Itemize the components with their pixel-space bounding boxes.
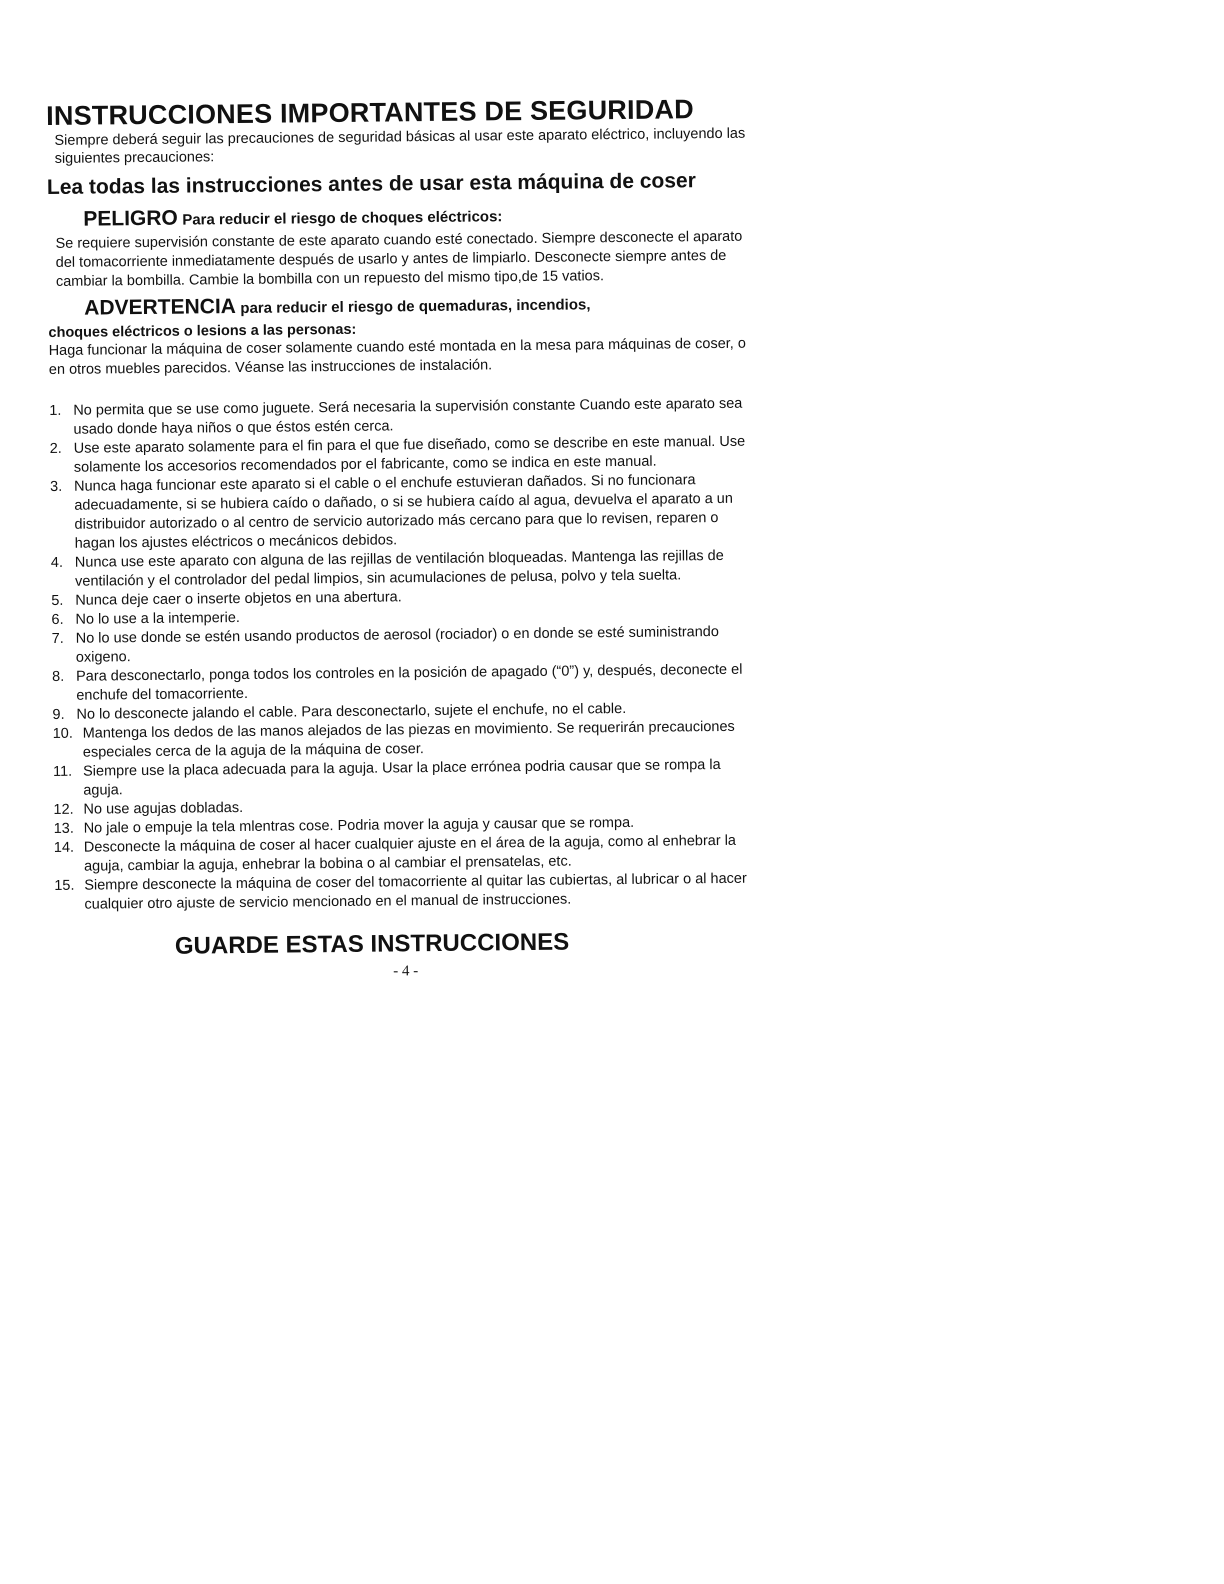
- danger-label: PELIGRO: [83, 206, 178, 231]
- list-item-number: 1.: [49, 402, 62, 419]
- list-item-text: Desconecte la máquina de coser al hacer cualquier ajuste en el área de la aguja, como al enhebrar la aguja, cambiar la aguja, enhebrar la bobina o al cambiar el prensatelas, etc.: [83, 832, 737, 875]
- warning-label: ADVERTENCIA: [84, 295, 237, 320]
- list-item-text: No lo desconecte jalando el cable. Para desconectarlo, sujete el enchufe, no el cable.: [76, 700, 627, 723]
- warning-subtitle: para reducir el riesgo de quemaduras, incendios,: [240, 296, 591, 317]
- list-item-text: Nunca haga funcionar este aparato si el cable o el enchufe estuvieran dañados. Si no funcionara adecuadamente, si se hubiera caído o dañado, o si se hubiera caído al agua, devuelva el aparato a un distribuidor autorizado o al centro de servicio autorizado más cercano para que lo revisen, reparen o hagan los ajustes eléctricos o mecánicos debidos.: [74, 472, 733, 552]
- list-item-text: No jale o empuje la tela mlentras cose. Podria mover la aguja y causar que se rompa.: [83, 814, 635, 837]
- list-item-text: No lo use a la intemperie.: [75, 609, 240, 628]
- list-item-number: 13.: [53, 820, 74, 837]
- list-item-text: Use este aparato solamente para el fin para el que fue diseñado, como se describe en este manual. Use solamente los accesorios recomendados por el fabricante, como se indica en este manual.: [73, 433, 746, 476]
- list-item-number: 7.: [51, 630, 64, 647]
- save-instructions-heading: GUARDE ESTAS INSTRUCCIONES: [174, 928, 570, 960]
- page-title: INSTRUCCIONES IMPORTANTES DE SEGURIDAD: [46, 94, 694, 131]
- list-item-number: 2.: [49, 440, 62, 457]
- intro-text: Siempre deberá seguir las precauciones de seguridad básicas al usar este aparato eléctrico, incluyendo las siguientes precauciones:: [54, 125, 746, 167]
- list-item-number: 4.: [50, 554, 64, 571]
- list-item-text: Mantenga los dedos de las manos alejados de las piezas en movimiento. Se requerirán precauciones especiales cerca de la aguja de la máquina de coser.: [82, 718, 735, 761]
- list-item-text: Siempre desconecte la máquina de coser del tomacorriente al quitar las cubiertas, al lubricar o al hacer cualquier otro ajuste de servicio mencionado en el manual de instrucciones.: [84, 870, 747, 913]
- document-page: [46, 89, 755, 984]
- list-item-number: 11.: [52, 763, 73, 780]
- list-item-text: No permita que se use como juguete. Será necesaria la supervisión constante Cuando este aparato sea usado donde haya niños o que éstos estén cerca.: [73, 395, 743, 438]
- danger-text: Se requiere supervisión constante de este aparato cuando esté conectado. Siempre desconecte el aparato del tomacorriente inmediatamente después de usarlo y antes de limpiarlo. Desconecte siempre antes de cambiar la bombilla. Cambie la bombilla con un repuesto del mismo tipo,de 15 vatios.: [55, 228, 743, 290]
- warning-subtitle-continued: choques eléctricos o lesions a las personas:: [48, 321, 357, 341]
- safety-list: [49, 395, 754, 915]
- page-number: - 4 -: [393, 963, 419, 980]
- list-item-number: 14.: [53, 839, 75, 856]
- list-item-number: 5.: [51, 592, 64, 609]
- list-item: [54, 870, 754, 915]
- list-item-number: 6.: [51, 611, 64, 628]
- list-item-text: Nunca use este aparato con alguna de las rejillas de ventilación bloqueadas. Mantenga las rejillas de ventilación y el controlador del pedal limpios, sin acumulaciones de pelusa, polvo y tela suelta.: [74, 547, 724, 590]
- list-item-number: 10.: [52, 725, 73, 742]
- list-item-number: 8.: [52, 668, 65, 685]
- read-instructions-heading: Lea todas las instrucciones antes de usar esta máquina de coser: [46, 169, 696, 199]
- list-item-number: 15.: [54, 877, 75, 894]
- list-item: [50, 471, 751, 554]
- warning-text: Haga funcionar la máquina de coser solamente cuando esté montada en la mesa para máquinas de coser, o en otros muebles parecidos. Véanse las instrucciones de instalación.: [48, 335, 746, 378]
- list-item-text: Para desconectarlo, ponga todos los controles en la posición de apagado (“0”) y, después, deconecte el enchufe del tomacorriente.: [75, 661, 743, 704]
- list-item-text: No lo use donde se estén usando productos de aerosol (rociador) o en donde se esté suministrando oxigeno.: [75, 623, 719, 666]
- list-item-number: 9.: [52, 706, 65, 723]
- list-item-number: 3.: [50, 478, 63, 495]
- list-item-text: Nunca deje caer o inserte objetos en una abertura.: [75, 589, 402, 609]
- list-item-number: 12.: [53, 801, 74, 818]
- list-item-text: Siempre use la placa adecuada para la aguja. Usar la place errónea podria causar que se rompa la aguja.: [82, 756, 721, 799]
- list-item-text: No use agujas dobladas.: [83, 799, 244, 818]
- danger-subtitle: Para reducir el riesgo de choques eléctricos:: [182, 208, 503, 229]
